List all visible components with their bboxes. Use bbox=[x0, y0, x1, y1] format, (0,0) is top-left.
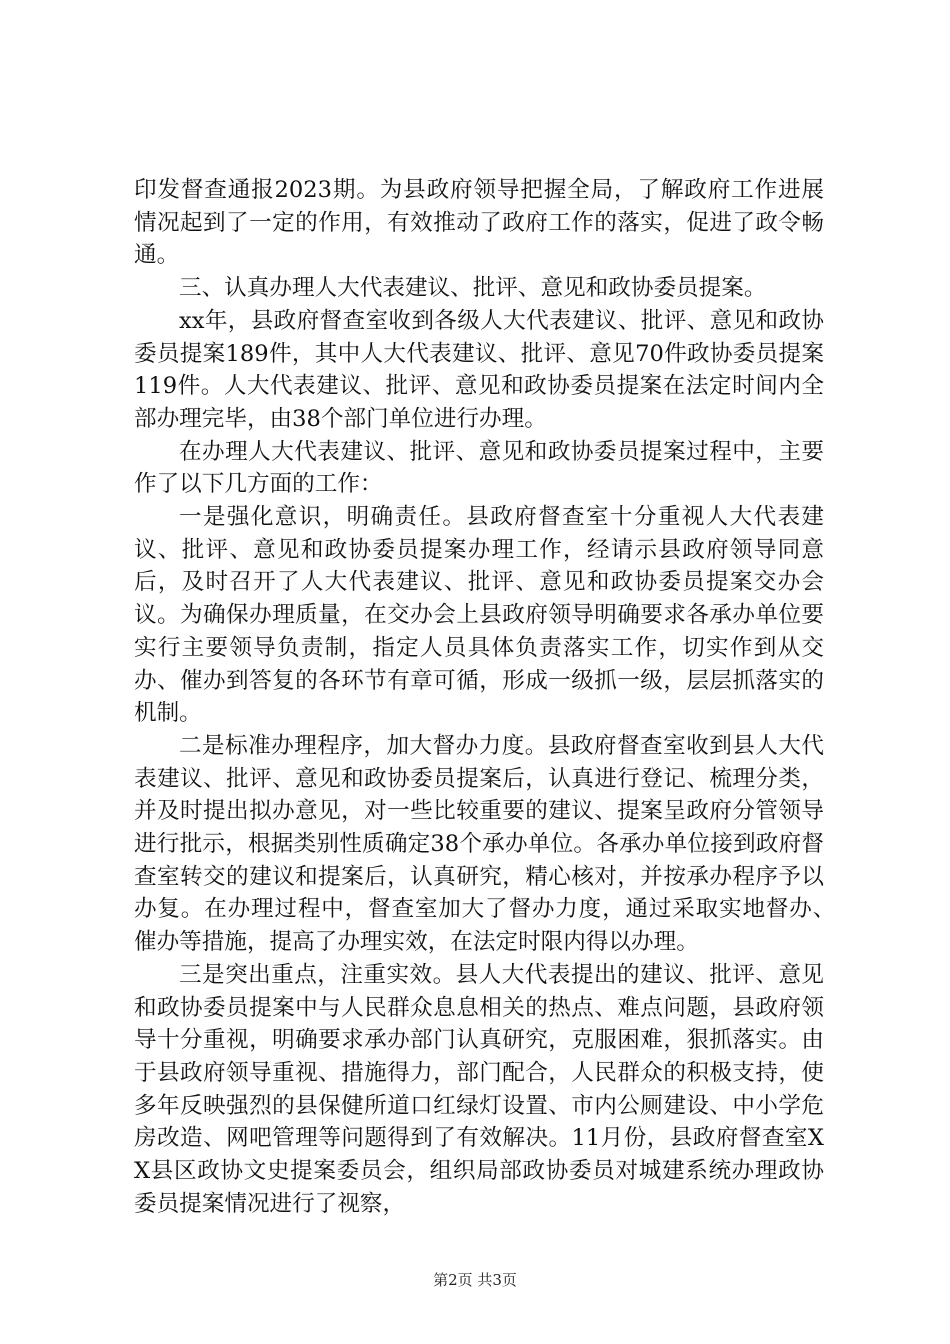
paragraph-7: 三是突出重点，注重实效。县人大代表提出的建议、批评、意见和政协委员提案中与人民群众息息相关的热点、难点问题，县政府领导十分重视，明确要求承办部门认真研究，克服困难，狠抓落实。由于县政府领导重视、措施得力，部门配合，人民群众的积极支持，使多年反映强烈的县保健所道口红绿灯设置、市内公厕建设、中小学危房改造、网吧管理等问题得到了有效解决。11月份，县政府督查室XX县区政协文史提案委员会，组织局部政协委员对城建系统办理政协委员提案情况进行了视察， bbox=[134, 961, 824, 1217]
page-number-footer: 第2页 共3页 bbox=[433, 1271, 517, 1289]
paragraph-3: xx年，县政府督查室收到各级人大代表建议、批评、意见和政协委员提案189件，其中人大代表建议、批评、意见70件政协委员提案119件。人大代表建议、批评、意见和政协委员提案在法定时间内全部办理完毕，由38个部门单位进行办理。 bbox=[134, 307, 824, 432]
paragraph-2-section-heading: 三、认真办理人大代表建议、批评、意见和政协委员提案。 bbox=[179, 275, 767, 302]
paragraph-4: 在办理人大代表建议、批评、意见和政协委员提案过程中，主要作了以下几方面的工作： bbox=[134, 438, 824, 498]
paragraph-5: 一是强化意识，明确责任。县政府督查室十分重视人大代表建议、批评、意见和政协委员提案办理工作，经请示县政府领导同意后，及时召开了人大代表建议、批评、意见和政协委员提案交办会议。为确保办理质量，在交办会上县政府领导明确要求各承办单位要实行主要领导负责制，指定人员具体负责落实工作，切实作到从交办、催办到答复的各环节有章可循，形成一级抓一级，层层抓落实的机制。 bbox=[134, 504, 824, 727]
document-body bbox=[134, 174, 854, 1221]
paragraph-6: 二是标准办理程序，加大督办力度。县政府督查室收到县人大代表建议、批评、意见和政协委员提案后，认真进行登记、梳理分类，并及时提出拟办意见，对一些比较重要的建议、提案呈政府分管领导进行批示，根据类别性质确定38个承办单位。各承办单位接到政府督查室转交的建议和提案后，认真研究，精心核对，并按承办程序予以办复。在办理过程中，督查室加大了督办力度，通过采取实地督办、 催办等措施，提高了办理实效，在法定时限内得以办理。 bbox=[134, 732, 854, 956]
paragraph-1: 印发督查通报2023期。为县政府领导把握全局，了解政府工作进展情况起到了一定的作用，有效推动了政府工作的落实，促进了政令畅通。 bbox=[134, 177, 824, 269]
